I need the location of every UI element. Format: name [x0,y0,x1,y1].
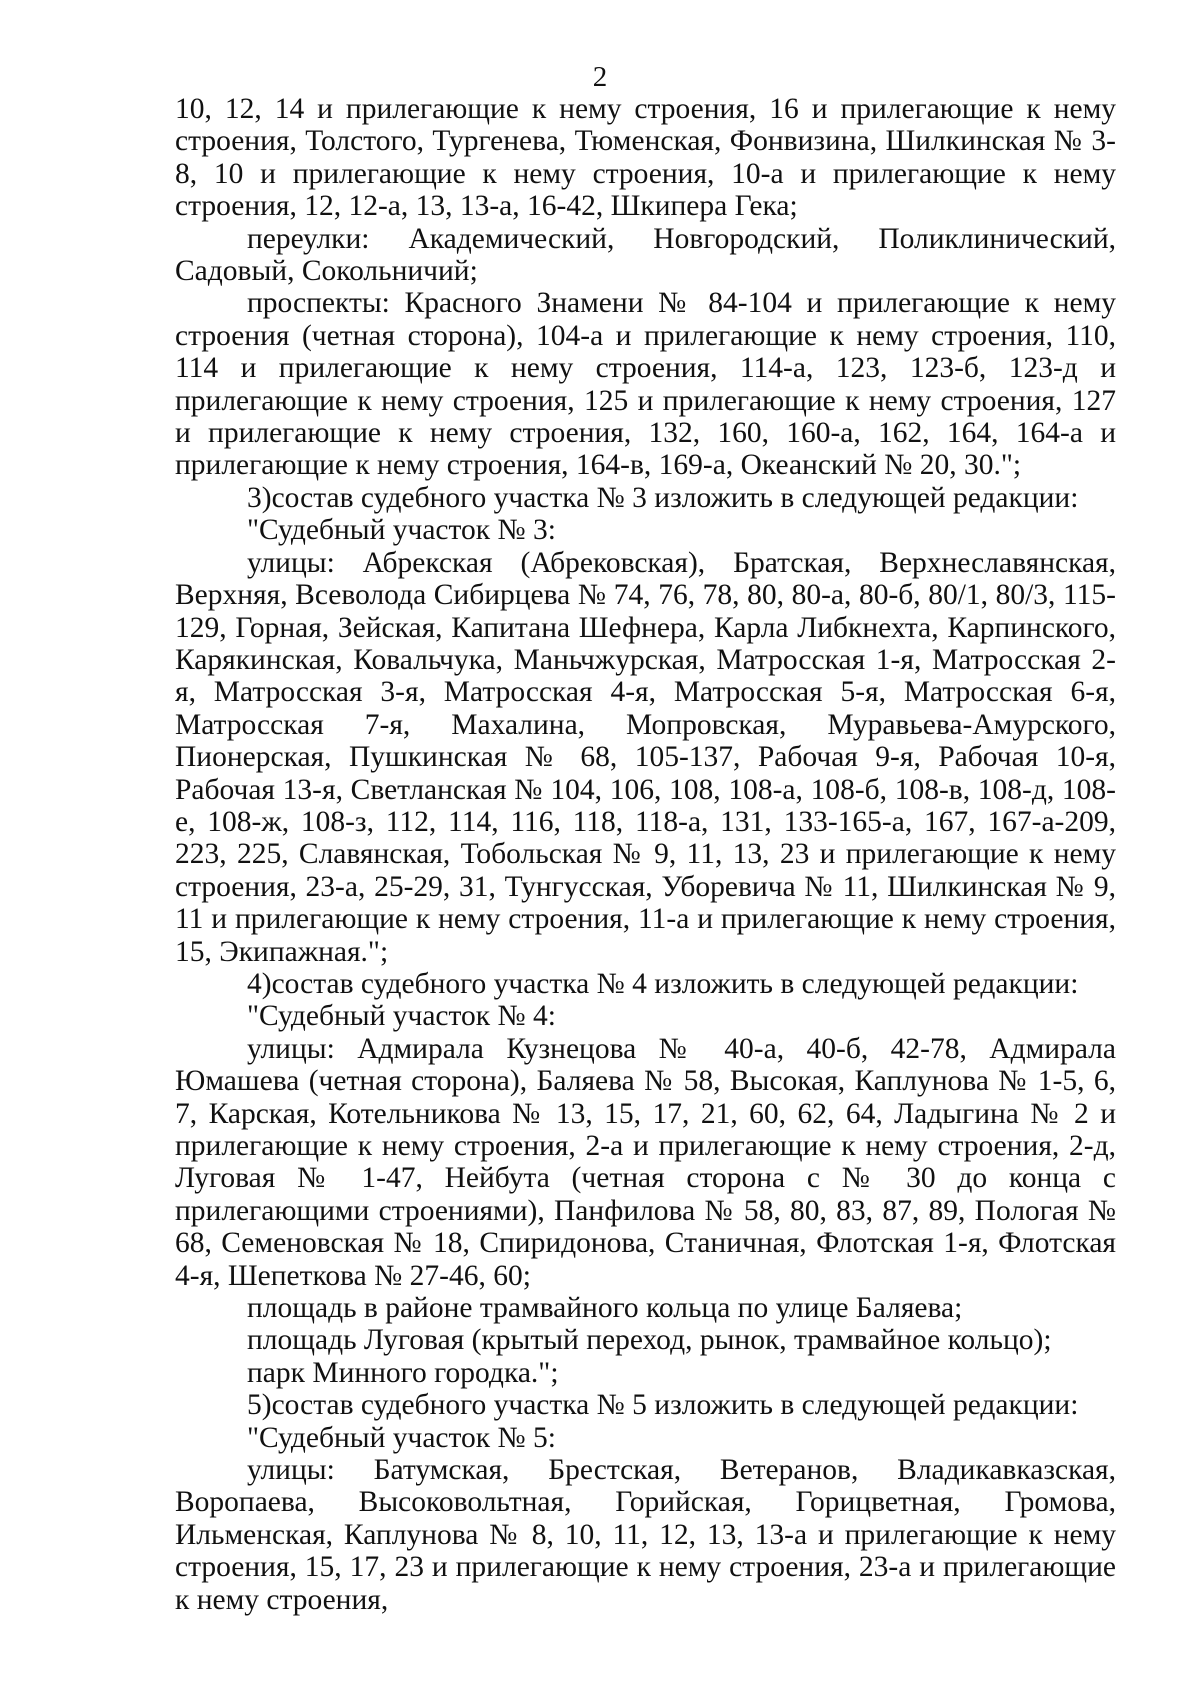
paragraph-district-5-title: "Судебный участок № 5: [247,1421,556,1454]
paragraph-district-3-title: "Судебный участок № 3: [247,514,556,547]
paragraph-item-5-heading: 5)состав судебного участка № 5 изложить в следующей редакции: [247,1389,1079,1422]
document-body [175,93,1116,1616]
page-number: 2 [592,61,608,93]
paragraph-item-3-heading: 3)состав судебного участка № 3 изложить в следующей редакции: [247,481,1079,514]
paragraph-district-3-streets: улицы: Абрекская (Абрековская), Братская, Верхнеславянская, Верхняя, Всеволода Сибирцева № 74, 76, 78, 80, 80-а, 80-б, 80/1, 80/3, 115-129, Горная, Зейская, Капитана Шефнера, Карла Либкнехта, Карпинского, Карякинская, Ковальчука, Маньчжурская, Матросская 1-я, Матросская 2-я, Матросская 3-я, Матросская 4-я, Матросская 5-я, Матросская 6-я, Матросская 7-я, Махалина, Мопровская, Муравьева-Амурского, Пионерская, Пушкинская № 68, 105-137, Рабочая 9-я, Рабочая 10-я, Рабочая 13-я, Светланская № 104, 106, 108, 108-а, 108-б, 108-в, 108-д, 108-е, 108-ж, 108-з, 112, 114, 116, 118, 118-а, 131, 133-165-а, 167, 167-а-209, 223, 225, Славянская, Тобольская № 9, 11, 13, 23 и прилегающие к нему строения, 23-а, 25-29, 31, Тунгусская, Уборевича № 11, Шилкинская № 9, 11 и прилегающие к нему строения, 11-а и прилегающие к нему строения, 15, Экипажная."; [175,546,1116,968]
paragraph-district-4-square-2: площадь Луговая (крытый переход, рынок, трамвайное кольцо); [247,1324,1052,1357]
paragraph-district-4-streets: улицы: Адмирала Кузнецова № 40-а, 40-б, 42-78, Адмирала Юмашева (четная сторона), Баляева № 58, Высокая, Каплунова № 1-5, 6, 7, Карская, Котельникова № 13, 15, 17, 21, 60, 62, 64, Ладыгина № 2 и прилегающие к нему строения, 2-а и прилегающие к нему строения, 2-д, Луговая № 1-47, Нейбута (четная сторона с № 30 до конца с прилегающими строениями), Панфилова № 58, 80, 83, 87, 89, Пологая № 68, Семеновская № 18, Спиридонова, Станичная, Флотская 1-я, Флотская 4-я, Шепеткова № 27-46, 60; [175,1032,1116,1292]
paragraph-district-5-streets: улицы: Батумская, Брестская, Ветеранов, Владикавказская, Воропаева, Высоковольтная, Горийская, Горицветная, Громова, Ильменская, Каплунова № 8, 10, 11, 12, 13, 13-а и прилегающие к нему строения, 15, 17, 23 и прилегающие к нему строения, 23-а и прилегающие к нему строения, [175,1454,1116,1616]
paragraph-lanes: переулки: Академический, Новгородский, Поликлинический, Садовый, Сокольничий; [175,222,1116,288]
paragraph-district-4-park: парк Минного городка."; [247,1356,559,1389]
paragraph-continued-streets: 10, 12, 14 и прилегающие к нему строения, 16 и прилегающие к нему строения, Толстого, Тургенева, Тюменская, Фонвизина, Шилкинская № 3-8, 10 и прилегающие к нему строения, 10-а и прилегающие к нему строения, 12, 12-а, 13, 13-а, 16-42, Шкипера Гека; [175,93,1116,223]
paragraph-district-4-square-1: площадь в районе трамвайного кольца по улице Баляева; [247,1292,963,1325]
paragraph-item-4-heading: 4)состав судебного участка № 4 изложить в следующей редакции: [247,967,1079,1000]
paragraph-prospects: проспекты: Красного Знамени № 84-104 и прилегающие к нему строения (четная сторона), 104-а и прилегающие к нему строения, 110, 114 и прилегающие к нему строения, 114-а, 123, 123-б, 123-д и прилегающие к нему строения, 125 и прилегающие к нему строения, 127 и прилегающие к нему строения, 132, 160, 160-а, 162, 164, 164-а и прилегающие к нему строения, 164-в, 169-а, Океанский № 20, 30."; [175,287,1116,482]
paragraph-district-4-title: "Судебный участок № 4: [247,1000,556,1033]
